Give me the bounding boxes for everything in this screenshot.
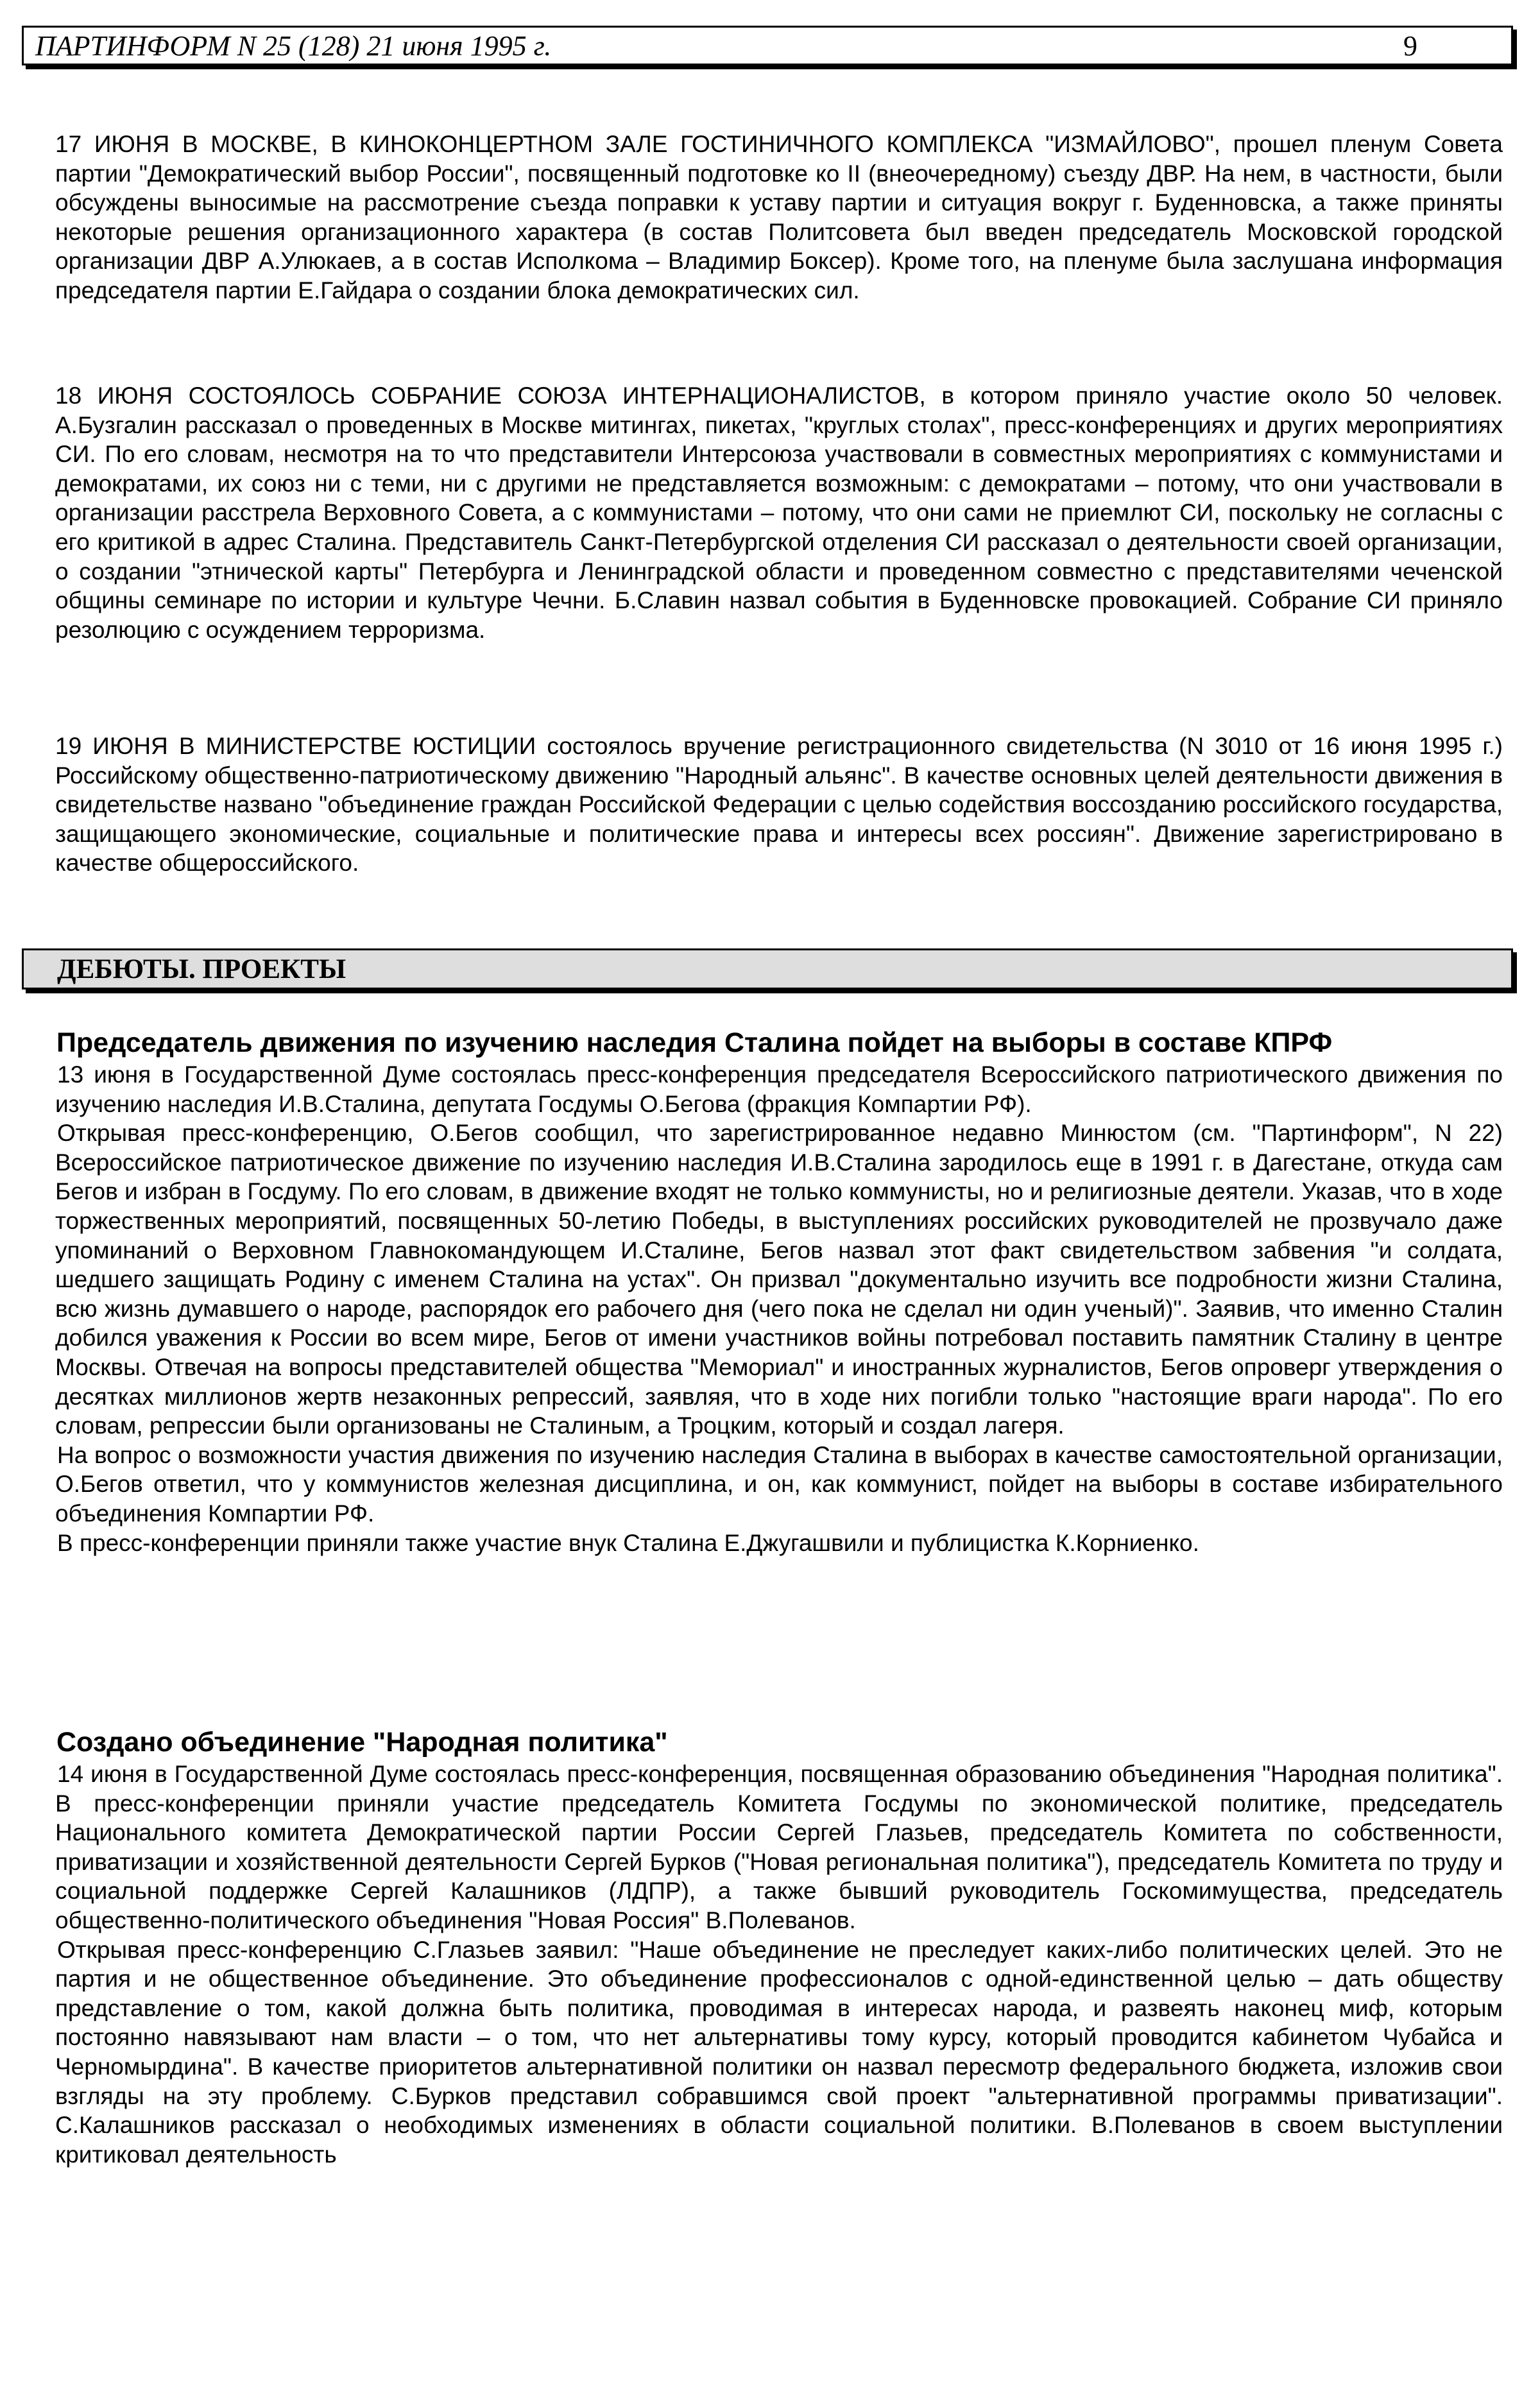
article-paragraph: 14 июня в Государственной Думе состоялась пресс-конференция, посвященная образованию объединения "Народная политика". В пресс-конференции приняли участие председатель Комитета Госдумы по экономической политике, председатель Национального комитета Демократической партии России Сергей Глазьев, председатель Комитета по собственности, приватизации и хозяйственной деятельности Сергей Бурков ("Новая региональная политика"), председатель Комитета по труду и социальной поддержке Сергей Калашников (ЛДПР), а также бывший руководитель Госкомимущества, председатель общественно-политического объединения "Новая Россия" В.Полеванов.: [55, 1761, 1503, 1933]
news-item-june-19: [55, 732, 1503, 886]
section-title: ДЕБЮТЫ. ПРОЕКТЫ: [57, 954, 346, 984]
article-paragraph: В пресс-конференции приняли также участие внук Сталина Е.Джугашвили и публицистка К.Корниенко.: [57, 1529, 1199, 1556]
news-paragraph: 17 ИЮНЯ В МОСКВЕ, В КИНОКОНЦЕРТНОМ ЗАЛЕ ГОСТИНИЧНОГО КОМПЛЕКСА "ИЗМАЙЛОВО", прошел пленум Совета партии "Демократический выбор России", посвященный подготовке ко II (внеочередному) съезду ДВР. На нем, в частности, были обсуждены выносимые на рассмотрение съезда поправки к уставу партии и ситуация вокруг г. Буденновска, а также приняты некоторые решения организационного характера (в состав Политсовета был введен председатель Московской городской организации ДВР А.Улюкаев, а в состав Исполкома – Владимир Боксер). Кроме того, на пленуме была заслушана информация председателя партии Е.Гайдара о создании блока демократических сил.: [55, 131, 1503, 304]
news-item-june-18: [55, 381, 1503, 705]
article-paragraph: Открывая пресс-конференцию, О.Бегов сообщил, что зарегистрированное недавно Минюстом (см. "Партинформ", N 22) Всероссийское патриотическое движение по изучению наследия И.В.Сталина зародилось еще в 1991 г. в Дагестане, откуда сам Бегов и избран в Госдуму. По его словам, в движение входят не только коммунисты, но и религиозные деятели. Указав, что в ходе торжественных мероприятий, посвященных 50-летию Победы, в выступлениях российских руководителей не прозвучало даже упоминаний о Верховном Главнокомандующем И.Сталине, Бегов назвал этот факт свидетельством забвения "и солдата, шедшего защищать Родину с именем Сталина на устах". Он призвал "документально изучить все подробности жизни Сталина, всю жизнь думавшего о народе, распорядок его рабочего дня (чего пока не сделал ни один ученый)". Заявив, что именно Сталин добился уважения к России во всем мире, Бегов от имени участников войны потребовал поставить памятник Сталину в центре Москвы. Отвечая на вопросы представителей общества "Мемориал" и иностранных журналистов, Бегов опроверг утверждения о десятках миллионов жертв незаконных репрессий, заявляя, что в ходе них погибли только "настоящие враги народа". По его словам, репрессии были организованы не Сталиным, а Троцким, который и создал лагеря.: [55, 1120, 1503, 1439]
article-paragraph: 13 июня в Государственной Думе состоялась пресс-конференция председателя Всероссийского патриотического движения по изучению наследия И.В.Сталина, депутата Госдумы О.Бегова (фракция Компартии РФ).: [55, 1061, 1503, 1117]
section-header: [22, 948, 1513, 990]
article-paragraph: На вопрос о возможности участия движения по изучению наследия Сталина в выборах в качестве самостоятельной организации, О.Бегов ответил, что у коммунистов железная дисциплина, и он, как коммунист, пойдет на выборы в составе избирательного объединения Компартии РФ.: [55, 1441, 1503, 1527]
page-number: 9: [1403, 30, 1417, 62]
publication-title: ПАРТИНФОРМ N 25 (128) 21 июня 1995 г.: [35, 30, 552, 62]
article-headline: Председатель движения по изучению наследия Сталина пойдет на выборы в составе КПРФ: [56, 1027, 1333, 1058]
news-item-june-17: [55, 130, 1503, 350]
article-paragraph: Открывая пресс-конференцию С.Глазьев заявил: "Наше объединение не преследует каких-либо политических целей. Это не партия и не общественное объединение. Это объединение профессионалов с одной-единственной целью – дать обществу представление о том, какой должна быть политика, проводимая в интересах народа, и развеять наконец миф, которым постоянно навязывают нам власти – о том, что нет альтернативы тому курсу, который проводится кабинетом Чубайса и Черномырдина". В качестве приоритетов альтернативной политики он назвал пересмотр федерального бюджета, изложив свои взгляды на эту проблему. С.Бурков представил собравшимся свой проект "альтернативной программы приватизации". С.Калашников рассказал о необходимых изменениях в области социальной политики. В.Полеванов в своем выступлении критиковал деятельность: [55, 1936, 1503, 2168]
page-header: [22, 26, 1513, 65]
article-body: [55, 1760, 1503, 2169]
news-paragraph: 19 ИЮНЯ В МИНИСТЕРСТВЕ ЮСТИЦИИ состоялось вручение регистрационного свидетельства (N 3010 от 16 июня 1995 г.) Российскому общественно-патриотическому движению "Народный альянс". В качестве основных целей деятельности движения в свидетельстве названо "объединение граждан Российской Федерации с целью содействия воссозданию российского государства, защищающего экономические, социальные и политические права и интересы всех россиян". Движение зарегистрировано в качестве общероссийского.: [55, 733, 1503, 877]
article-body: [55, 1060, 1503, 1557]
article-headline: Создано объединение "Народная политика": [56, 1727, 668, 1758]
news-paragraph: 18 ИЮНЯ СОСТОЯЛОСЬ СОБРАНИЕ СОЮЗА ИНТЕРНАЦИОНАЛИСТОВ, в котором приняло участие около 50 человек. А.Бузгалин рассказал о проведенных в Москве митингах, пикетах, "круглых столах", пресс-конференциях и других мероприятиях СИ. По его словам, несмотря на то что представители Интерсоюза участвовали в совместных мероприятиях с коммунистами и демократами, их союз ни с теми, ни с другими не представляется возможным: с демократами – потому, что они участвовали в организации расстрела Верховного Совета, а с коммунистами – потому, что они сами не приемлют СИ, поскольку не согласны с его критикой в адрес Сталина. Представитель Санкт-Петербургской отделения СИ рассказал о деятельности своей организации, о создании "этнической карты" Петербурга и Ленинградской области и проведенном совместно с представителями чеченской общины семинаре по истории и культуре Чечни. Б.Славин назвал события в Буденновске провокацией. Собрание СИ приняло резолюцию с осуждением терроризма.: [55, 382, 1503, 643]
